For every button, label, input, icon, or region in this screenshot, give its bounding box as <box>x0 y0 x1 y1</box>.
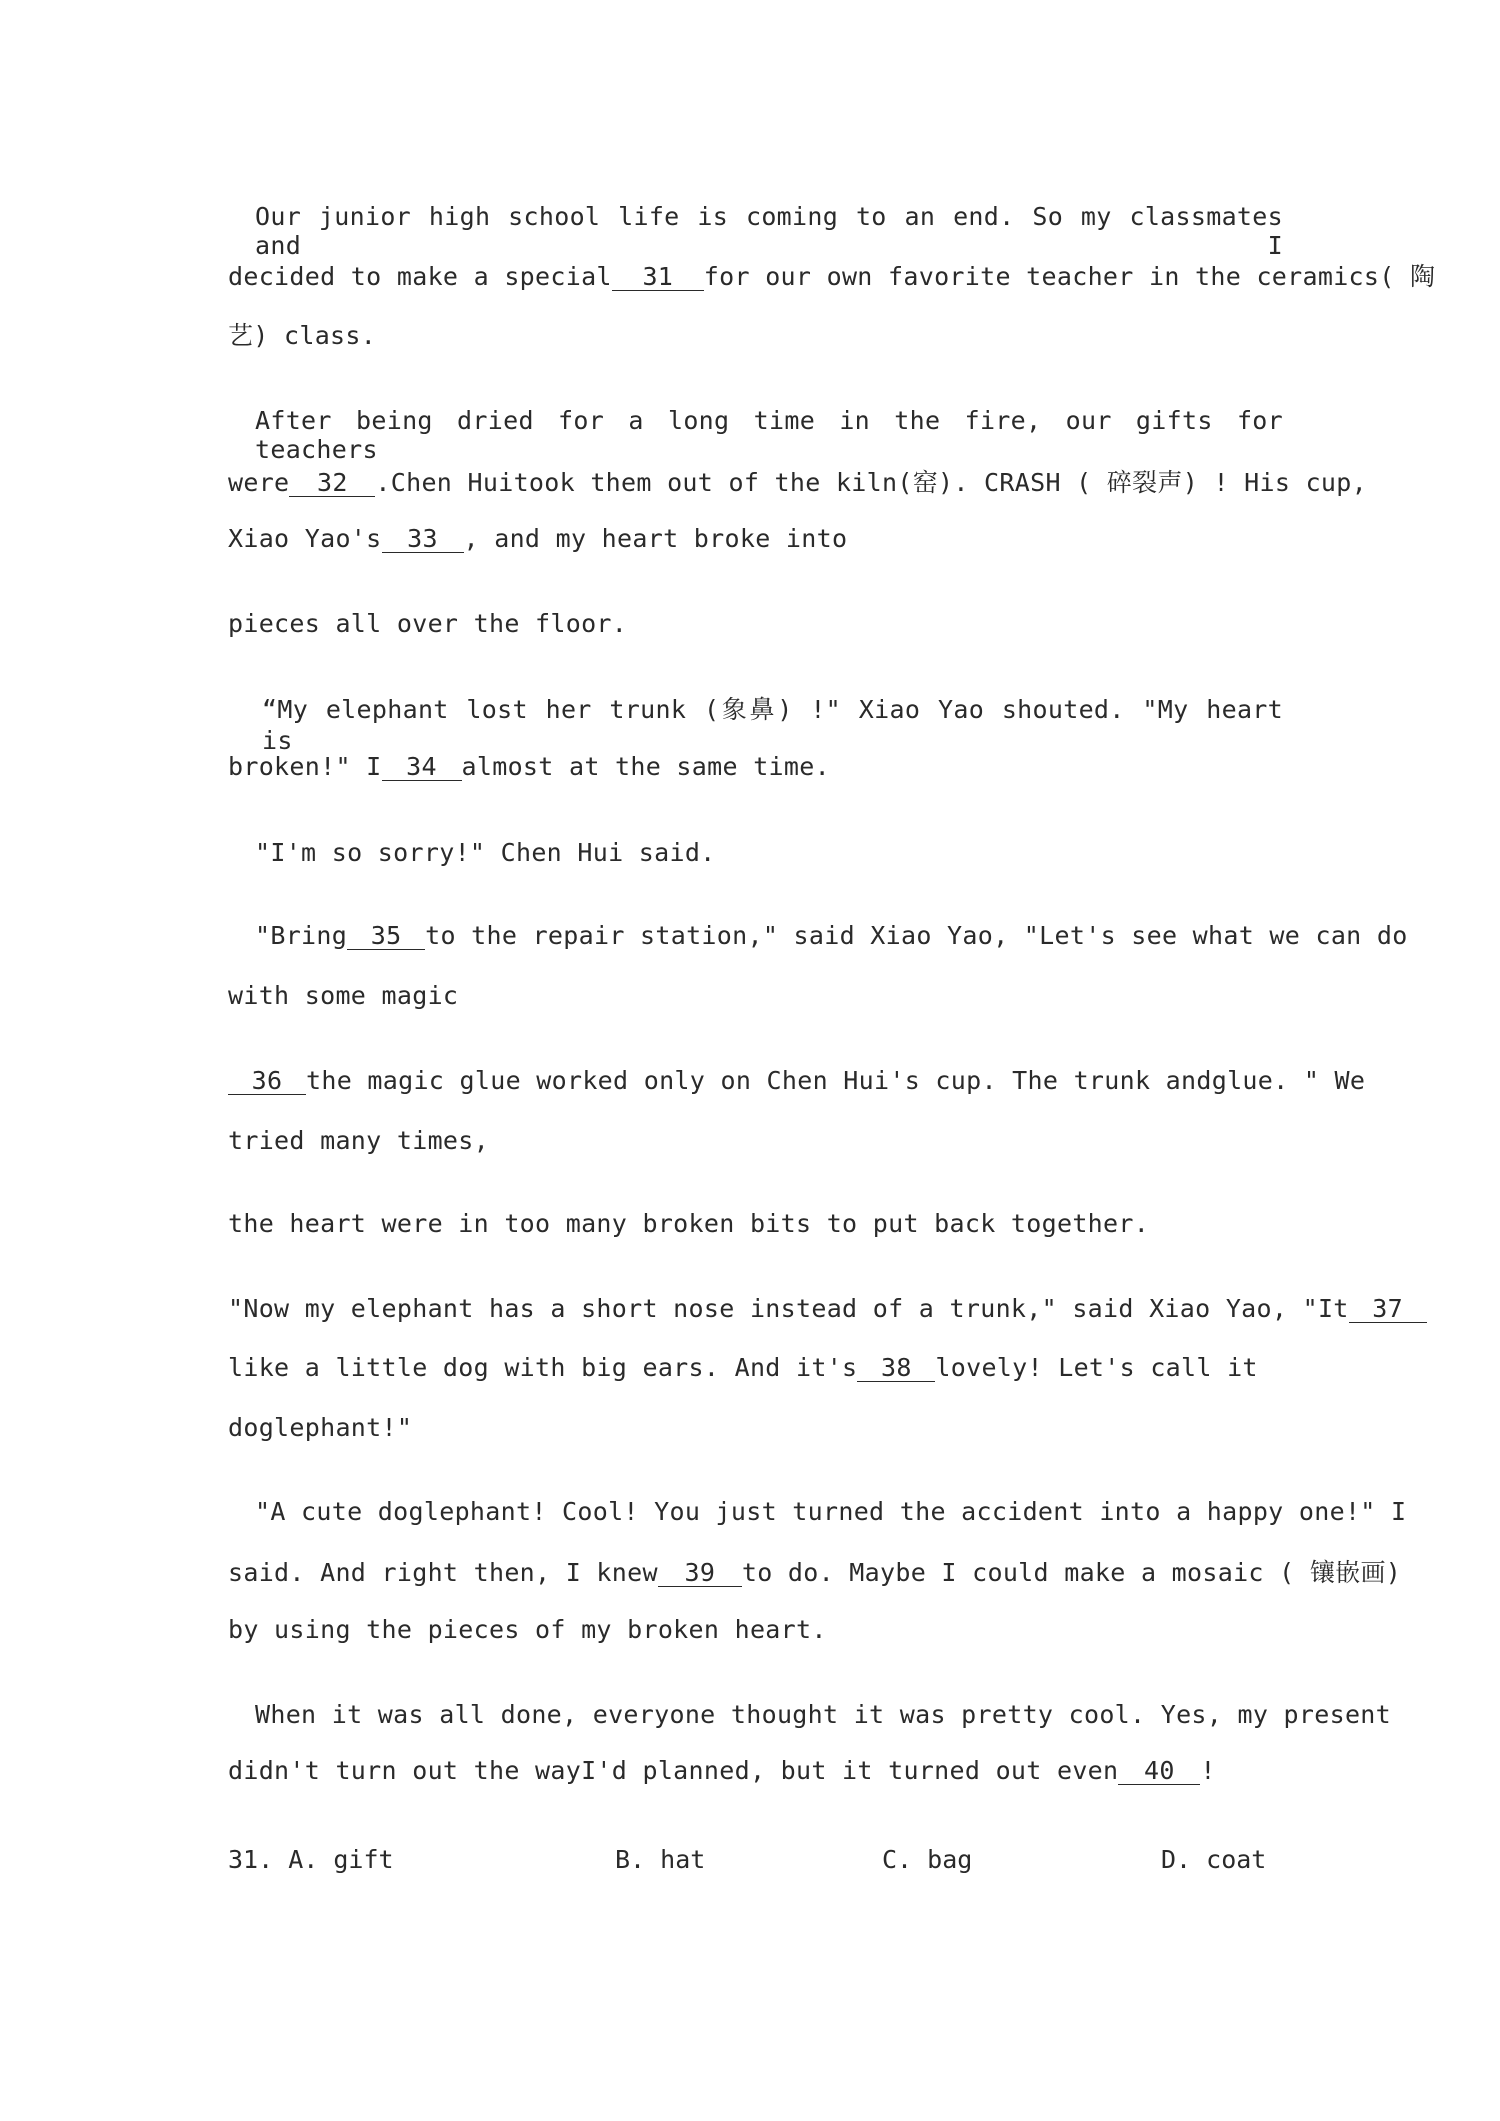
passage-text: for our own favorite teacher in the ceramics( 陶 <box>703 262 1436 291</box>
passage-line: doglephant!" <box>228 1413 413 1442</box>
passage-text: to do. Maybe I could make a mosaic ( 镶嵌画) <box>741 1558 1402 1587</box>
passage-text: to the repair station," said Xiao Yao, "Let's see what we can do <box>425 921 1408 950</box>
passage-text: broken!" I <box>228 752 382 781</box>
passage-line: the heart were in too many broken bits to put back together. <box>228 1209 1150 1238</box>
passage-text: didn't turn out the wayI'd planned, but it turned out even <box>228 1756 1119 1785</box>
passage-text: "Now my elephant has a short nose instead of a trunk," said Xiao Yao, "It <box>228 1294 1349 1323</box>
question-31-option-a: 31. A. gift <box>228 1845 394 1874</box>
passage-line <box>228 1353 1283 1382</box>
blank-33: 33 <box>382 526 464 553</box>
passage-text: said. And right then, I knew <box>228 1558 658 1587</box>
passage-text: lovely! Let's call it <box>935 1353 1258 1382</box>
passage-line: 艺) class. <box>228 321 377 350</box>
blank-31: 31 <box>612 264 704 291</box>
blank-38: 38 <box>857 1355 935 1382</box>
question-31-option-b: B. hat <box>615 1845 706 1874</box>
passage-line: tried many times, <box>228 1126 489 1155</box>
passage-line <box>228 1756 1283 1785</box>
passage-line <box>255 921 1408 950</box>
passage-text: decided to make a special <box>228 262 612 291</box>
passage-line: by using the pieces of my broken heart. <box>228 1615 827 1644</box>
passage-line: with some magic <box>228 981 459 1010</box>
passage-line: When it was all done, everyone thought it was pretty cool. Yes, my present <box>255 1700 1391 1729</box>
passage-line: "A cute doglephant! Cool! You just turned the accident into a happy one!" I <box>255 1497 1407 1526</box>
blank-35: 35 <box>347 923 425 950</box>
blank-39: 39 <box>658 1560 742 1587</box>
blank-32: 32 <box>289 470 375 497</box>
blank-36: 36 <box>228 1068 306 1095</box>
passage-text: .Chen Huitook them out of the kiln(窑). CRASH ( 碎裂声) ! His cup, <box>375 468 1367 497</box>
blank-37: 37 <box>1349 1296 1427 1323</box>
passage-text: were <box>228 468 290 497</box>
passage-line <box>228 524 1283 553</box>
passage-line <box>228 463 1367 499</box>
passage-line: "I'm so sorry!" Chen Hui said. <box>255 838 716 867</box>
passage-text: "Bring <box>255 921 348 950</box>
passage-line: After being dried for a long time in the fire, our gifts for teachers <box>255 406 1283 464</box>
passage-text: like a little dog with big ears. And it's <box>228 1353 858 1382</box>
passage-text: almost at the same time. <box>461 752 830 781</box>
passage-line: Our junior high school life is coming to an end. So my classmates and I <box>255 202 1283 260</box>
passage-line: pieces all over the floor. <box>228 609 628 638</box>
blank-34: 34 <box>382 754 462 781</box>
passage-text: , and my heart broke into <box>463 524 848 553</box>
passage-line <box>228 1066 1366 1095</box>
passage-line <box>228 752 1283 781</box>
blank-40: 40 <box>1118 1758 1200 1785</box>
question-31-option-d: D. coat <box>1161 1845 1267 1874</box>
passage-line <box>228 257 1436 293</box>
passage-line: “My elephant lost her trunk (象鼻) !" Xiao Yao shouted. "My heart is <box>262 695 1283 755</box>
passage-line <box>228 1553 1402 1589</box>
passage-text: the magic glue worked only on Chen Hui's cup. The trunk andglue. " We <box>306 1066 1366 1095</box>
question-31-option-c: C. bag <box>882 1845 973 1874</box>
passage-line <box>228 1294 1403 1323</box>
passage-text: Xiao Yao's <box>228 524 382 553</box>
passage-text: ! <box>1200 1756 1216 1785</box>
